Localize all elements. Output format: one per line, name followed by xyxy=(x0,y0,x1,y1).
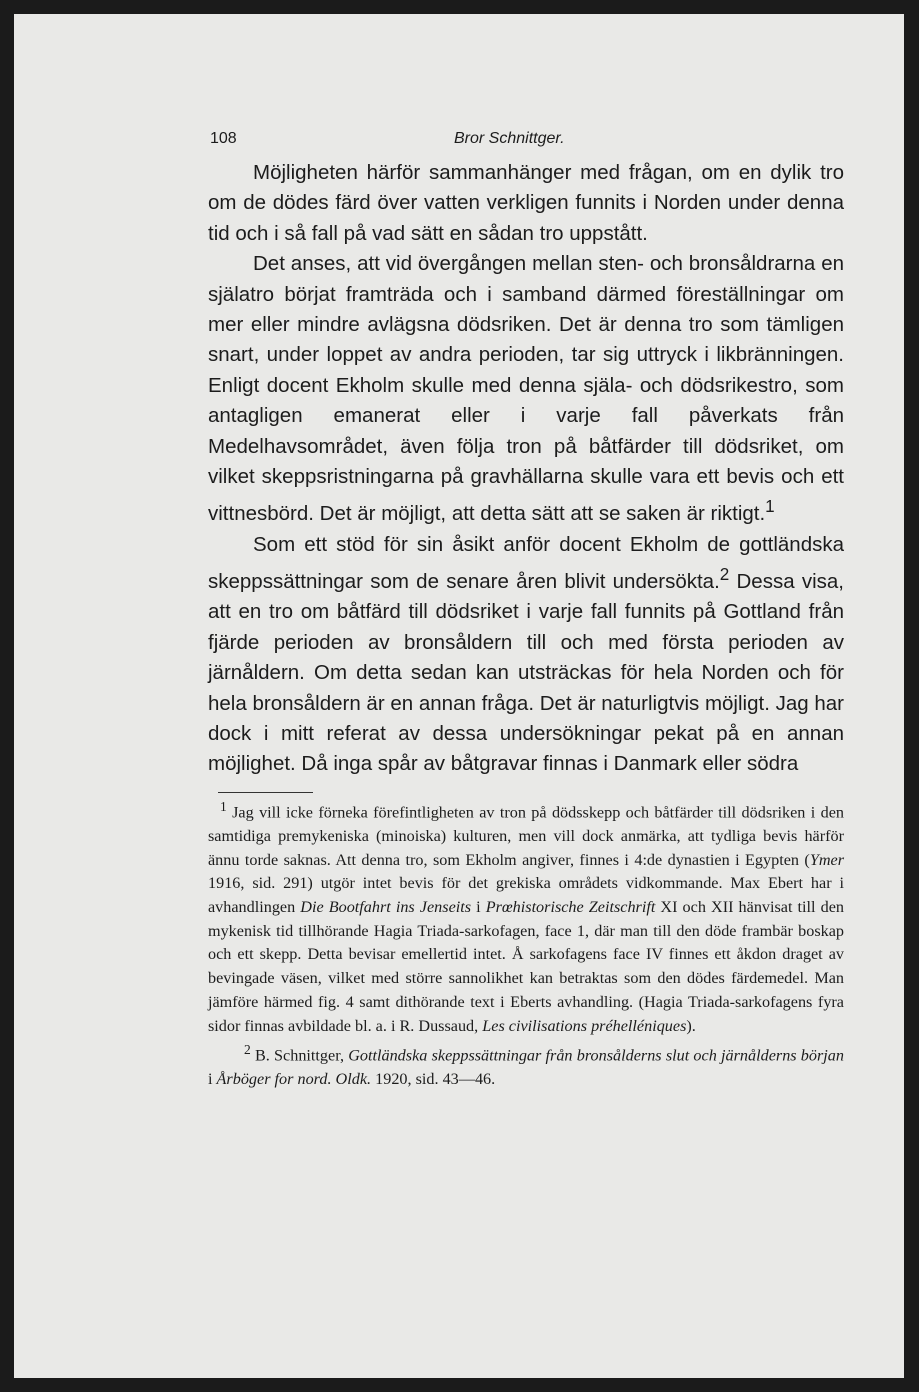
page-number: 108 xyxy=(210,130,237,147)
paragraph: Som ett stöd för sin åsikt anför docent Ekholm de gottländska skeppssättningar som de senare åren blivit undersökta.$^2$ Dessa visa, att en tro om båtfärd till dödsriket i varje fall funnits på Gottland från fjärde perioden av bronsåldern till och med första perioden av järnåldern. Om detta sedan kan utsträckas för hela Norden och för hela bronsåldern är en annan fråga. Det är naturligtvis möjligt. Jag har dock i mitt referat av dessa undersökningar pekat på en annan möjlighet. Då inga spår av båtgravar finnas i Danmark eller södra xyxy=(208,532,844,776)
footnote-number: 1 xyxy=(220,798,227,814)
footnote: $^1$ Jag vill icke förneka förefintligheten av tron på dödsskepp och båtfärder till dödsriken i den samtidiga premykeniska (minoiska) kulturen, men vill dock anmärka, att tydliga bevis härför ännu torde saknas. Att denna tro, som Ekholm angiver, finnes i 4:de dynastien i Egypten (Ymer 1916, sid. 291) utgör intet bevis för det grekiska områdets vidkommande. Max Ebert har i avhandlingen Die Bootfahrt ins Jenseits i Prœhistorische Zeitschrift XI och XII hänvisat till den mykenisk tid tillhörande Hagia Triada-sarkofagen, face 1, där man till den döde frambär boskap och ett skepp. Detta bevisar emellertid intet. Å sarkofagens face IV finnes ett åkdon draget av bevingade väsen, vilket med större sannolikhet kan betraktas som den dödes färdemedel. Man jämföre härmed fig. 4 samt dithörande text i Eberts avhandling. (Hagia Triada-sarkofagens fyra sidor finnas avbildade bl. a. i R. Dussaud, Les civilisations préhelléniques). xyxy=(208,798,844,1035)
running-head: Bror Schnittger. xyxy=(454,130,565,147)
body-text xyxy=(208,158,844,780)
footnote-number: 2 xyxy=(244,1042,251,1058)
paragraph: Det anses, att vid övergången mellan sten- och bronsåldrarna en själatro börjat framträda och i samband därmed föreställningar om mer eller mindre avlägsna dödsriken. Det är denna tro som tämligen snart, under loppet av andra perioden, tar sig uttryck i likbränningen. Enligt docent Ekholm skulle med denna själa- och dödsrikestro, som antagligen emanerat eller i varje fall påverkats från Medelhavsområdet, även följa tron på båtfärder till dödsriket, om vilket skeppsristningarna på gravhällarna skulle vara ett bevis och ett vittnesbörd. Det är möjligt, att detta sätt att se saken är riktigt.$^1$ xyxy=(208,252,844,526)
page-content xyxy=(208,128,844,1092)
paragraph: Möjligheten härför sammanhänger med frågan, om en dylik tro om de dödes färd över vatten verkligen funnits i Norden under denna tid och i så fall på vad sätt en sådan tro uppstått. xyxy=(208,161,844,245)
footnote-ref: 1 xyxy=(765,497,775,517)
footnotes xyxy=(208,795,844,1092)
book-page xyxy=(14,14,904,1378)
footnote-ref: 2 xyxy=(719,565,730,585)
page-header xyxy=(208,128,844,158)
footnote: $^2$ B. Schnittger, Gottländska skeppssättningar från bronsålderns slut och järnålderns början i Årböger for nord. Oldk. 1920, sid. 43—46. xyxy=(208,1042,844,1089)
footnote-rule xyxy=(218,792,313,793)
